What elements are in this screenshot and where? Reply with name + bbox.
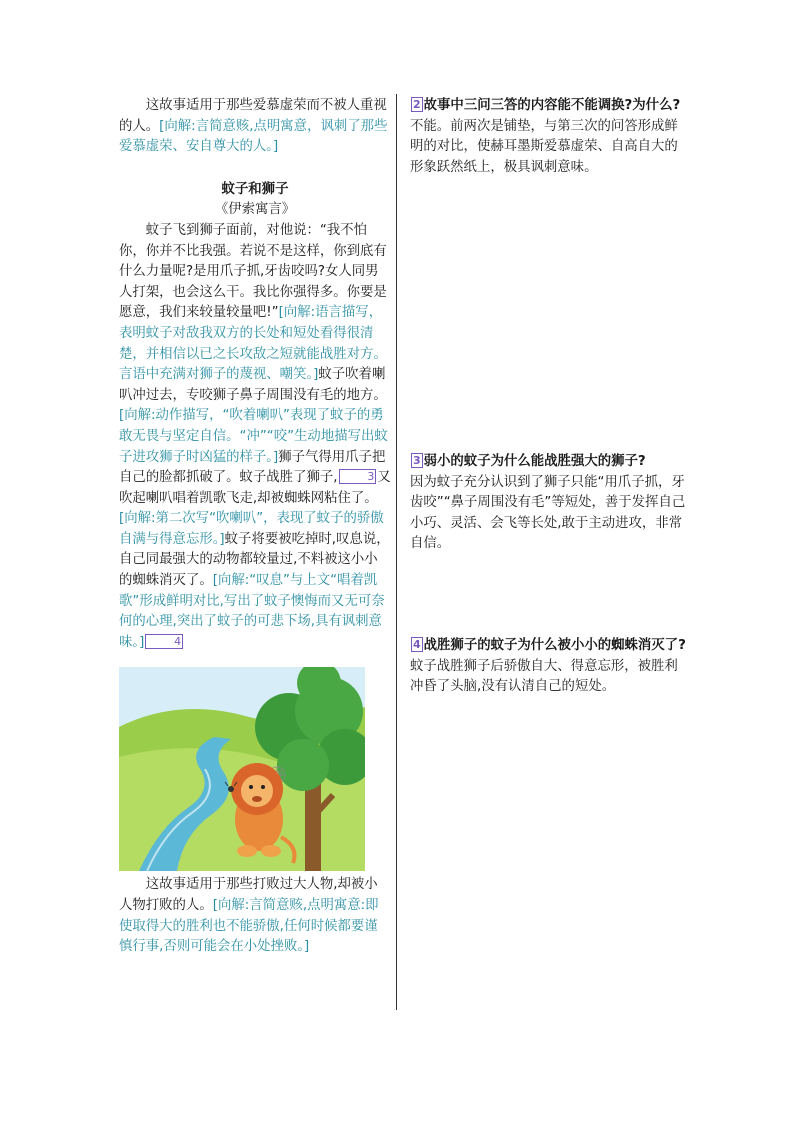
story-attack: 蚊子吹着喇叭冲过去，专咬狮子鼻子周围没有毛的地方。 (119, 367, 387, 403)
story-title: 蚊子和狮子 (221, 181, 289, 197)
story-source: 《伊索寓言》 (214, 202, 296, 218)
intro-text: 这故事适用于那些爱慕虚荣而不被人重视的人。 (119, 98, 387, 134)
intro-paragraph (119, 96, 391, 158)
column-divider (396, 94, 397, 1010)
answer-3: 因为蚊子充分认识到了狮子只能“用爪子抓，牙齿咬”“鼻子周围没有毛”等短处，善于发挥自己小巧、灵活、会飞等长处,敢于主动进攻，非常自信。 (410, 474, 686, 552)
question-4-text: 战胜狮子的蚊子为什么被小小的蜘蛛消灭了? (423, 638, 686, 653)
question-2-block (410, 96, 686, 178)
answer-2: 不能。前两次是铺垫，与第三次的问答形成鲜明的对比，使赫耳墨斯爱慕虚荣、自高自大的形象跃然纸上，极具讽刺意味。 (410, 118, 678, 175)
question-2 (410, 96, 686, 117)
question-number-2: 2 (413, 98, 421, 111)
moral-note: [向解:言简意赅,点明寓意:即使取得大的胜利也不能骄傲,任何时候都要谨慎行事,否则可能会在小处挫败。] (119, 898, 379, 955)
answer-4: 蚊子战胜狮子后骄傲自大、得意忘形，被胜利冲昏了头脑,没有认清自己的短处。 (410, 658, 678, 695)
question-marker-3: 3 (339, 469, 377, 484)
left-column (119, 96, 391, 958)
question-number-4: 4 (413, 638, 421, 651)
question-marker-4: 4 (145, 634, 183, 649)
story-speech: 蚊子飞到狮子面前，对他说：“我不怕你，你并不比我强。若说不是这样，你到底有什么力量呢?是用爪子抓,牙齿咬吗?女人同男人打架，也会这么干。我比你强得多。你要是愿意，我们来较量较量吧!” (119, 222, 387, 321)
question-3-text: 弱小的蚊子为什么能战胜强大的狮子? (423, 454, 646, 469)
story-web: 又吹起喇叭唱着凯歌飞走,却被蜘蛛网粘住了。 (119, 470, 391, 506)
question-3-block (410, 452, 686, 555)
annotation-web: [向解:第二次写“吹喇叭”，表现了蚊子的骄傲自满与得意忘形。] (119, 511, 384, 547)
question-2-text: 故事中三问三答的内容能不能调换?为什么? (423, 98, 681, 113)
story-sigh: 蚊子将要被吃掉时,叹息说，自己同最强大的动物都较量过,不料被这小小的蜘蛛消灭了。 (119, 531, 390, 589)
lion-illustration (119, 667, 365, 871)
moral-paragraph (119, 875, 391, 957)
question-4 (410, 636, 686, 657)
question-4-block (410, 636, 686, 698)
annotation-attack: [向解:动作描写，“吹着喇叭”表现了蚊子的勇敢无畏与坚定自信。“冲”“咬”生动地描写出蚊子进攻狮子时凶猛的样子。] (119, 408, 388, 465)
annotation-speech: [向解:语言描写，表明蚊子对敌我双方的长处和短处看得很清楚，并相信以已之长攻敌之短就能战胜对方。言语中充满对狮子的蔑视、嘲笑。] (119, 305, 387, 383)
intro-note: [向解:言简意赅,点明寓意，讽刺了那些爱慕虚荣、安自尊大的人。] (119, 118, 388, 155)
question-number-3: 3 (413, 454, 421, 467)
story-body (119, 221, 391, 653)
moral-text: 这故事适用于那些打败过大人物,却被小人物打败的人。 (119, 877, 378, 914)
question-3 (410, 452, 686, 473)
annotation-sigh: [向解:“叹息”与上文“唱着凯歌”形成鲜明对比,写出了蚊子懊悔而又无可奈何的心理,突出了蚊子的可悲下场,具有讽刺意味。] (119, 573, 385, 650)
story-victory: 狮子气得用爪子把自己的脸都抓破了。蚊子战胜了狮子, (119, 449, 386, 486)
